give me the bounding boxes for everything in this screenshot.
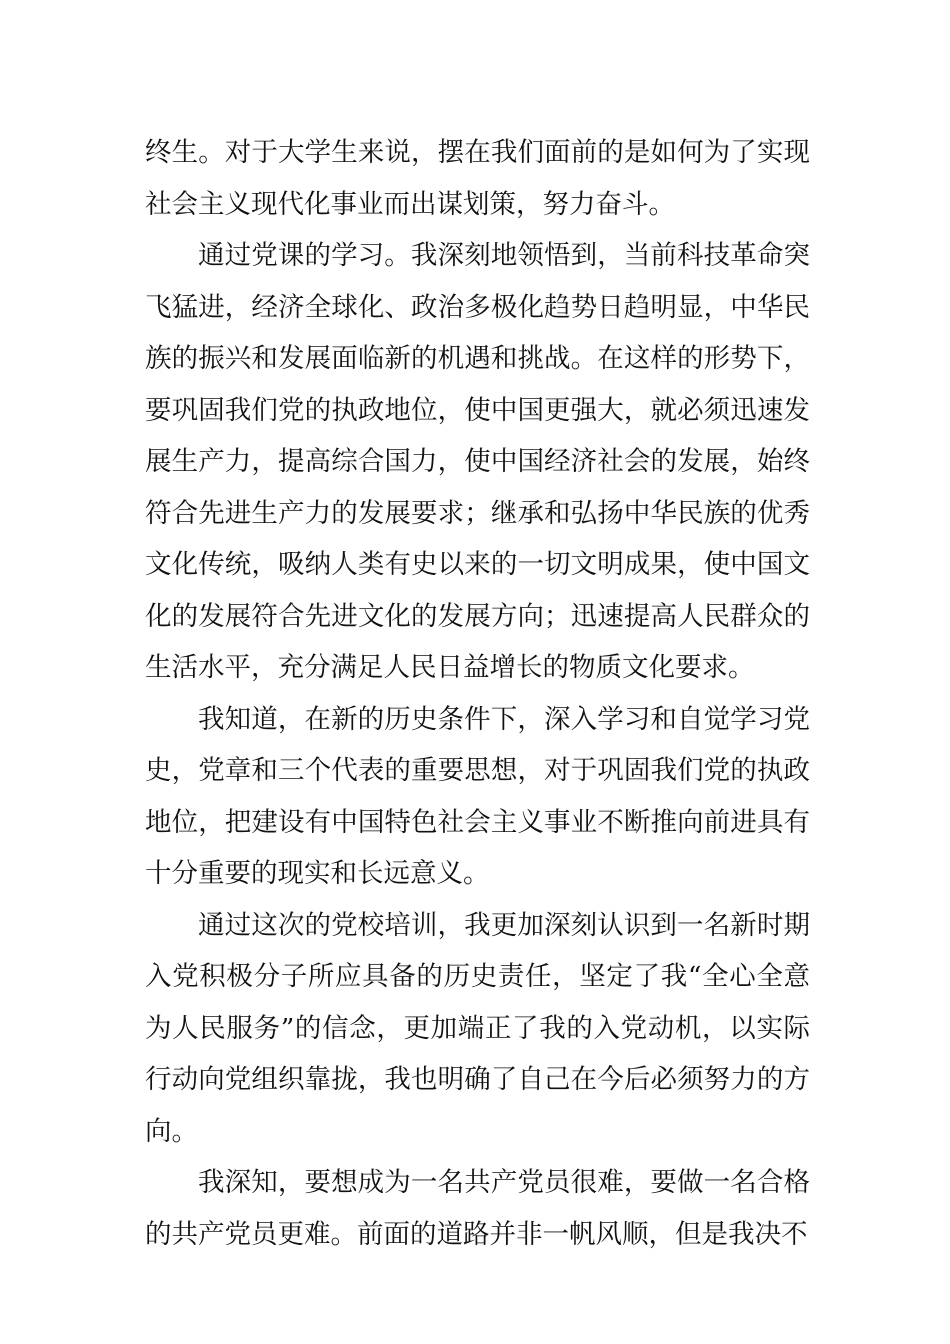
paragraph-3: 我知道，在新的历史条件下，深入学习和自觉学习党史，党章和三个代表的重要思想，对于巩固我们党的执政地位，把建设有中国特色社会主义事业不断推向前进具有十分重要的现实和长远意义。 <box>145 703 810 889</box>
paragraph-2: 通过党课的学习。我深刻地领悟到，当前科技革命突飞猛进，经济全球化、政治多极化趋势日趋明显，中华民族的振兴和发展面临新的机遇和挑战。在这样的形势下，要巩固我们党的执政地位，使中国更强大，就必须迅速发展生产力，提高综合国力，使中国经济社会的发展，始终符合先进生产力的发展要求；继承和弘扬中华民族的优秀文化传统，吸纳人类有史以来的一切文明成果，使中国文化的发展符合先进文化的发展方向；迅速提高人民群众的生活水平，充分满足人民日益增长的物质文化要求。 <box>145 240 810 683</box>
document-body <box>145 127 810 1260</box>
paragraph-1: 终生。对于大学生来说，摆在我们面前的是如何为了实现社会主义现代化事业而出谋划策，努力奋斗。 <box>145 137 810 220</box>
paragraph-4: 通过这次的党校培训，我更加深刻认识到一名新时期入党积极分子所应具备的历史责任，坚定了我“全心全意为人民服务”的信念，更加端正了我的入党动机，以实际行动向党组织靠拢，我也明确了自己在今后必须努力的方向。 <box>145 909 810 1147</box>
paragraph-5: 我深知，要想成为一名共产党员很难，要做一名合格的共产党员更难。前面的道路并非一帆风顺，但是我决不 <box>145 1167 810 1250</box>
